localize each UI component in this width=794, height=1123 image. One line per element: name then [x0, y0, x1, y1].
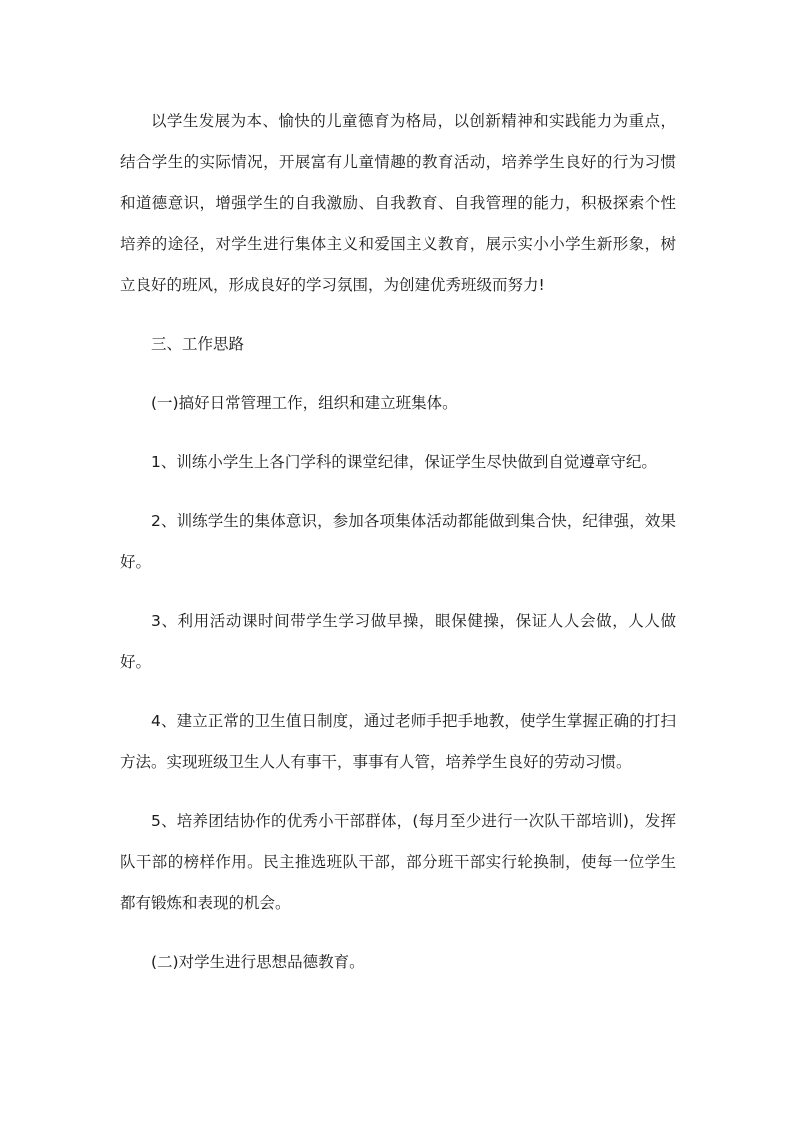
subsection-heading-moral-education: (二)对学生进行思想品德教育。 — [151, 953, 365, 971]
list-item-1: 1、训练小学生上各门学科的课堂纪律，保证学生尽快做到自觉遵章守纪。 — [151, 453, 657, 471]
subsection-heading-daily-management: (一)搞好日常管理工作，组织和建立班集体。 — [151, 394, 458, 412]
list-item-3: 3、利用活动课时间带学生学习做早操，眼保健操，保证人人会做，人人做好。 — [120, 612, 676, 671]
section-heading-work-ideas: 三、工作思路 — [151, 335, 245, 353]
list-item-4: 4、建立正常的卫生值日制度，通过老师手把手地教，使学生掌握正确的打扫方法。实现班级卫生人人有事干，事事有人管，培养学生良好的劳动习惯。 — [120, 712, 676, 771]
document-body — [120, 101, 676, 983]
list-item-5: 5、培养团结协作的优秀小干部群体，(每月至少进行一次队干部培训)，发挥队干部的榜样作用。民主推选班队干部，部分班干部实行轮换制，使每一位学生都有锻炼和表现的机会。 — [120, 812, 676, 912]
paragraph-intro: 以学生发展为本、愉快的儿童德育为格局，以创新精神和实践能力为重点，结合学生的实际情况，开展富有儿童情趣的教育活动，培养学生良好的行为习惯和道德意识，增强学生的自我激励、自我教育、自我管理的能力，积极探索个性培养的途径，对学生进行集体主义和爱国主义教育，展示实小小学生新形象，树立良好的班风，形成良好的学习氛围，为创建优秀班级而努力! — [120, 112, 676, 294]
list-item-2: 2、训练学生的集体意识，参加各项集体活动都能做到集合快，纪律强，效果好。 — [120, 512, 676, 571]
